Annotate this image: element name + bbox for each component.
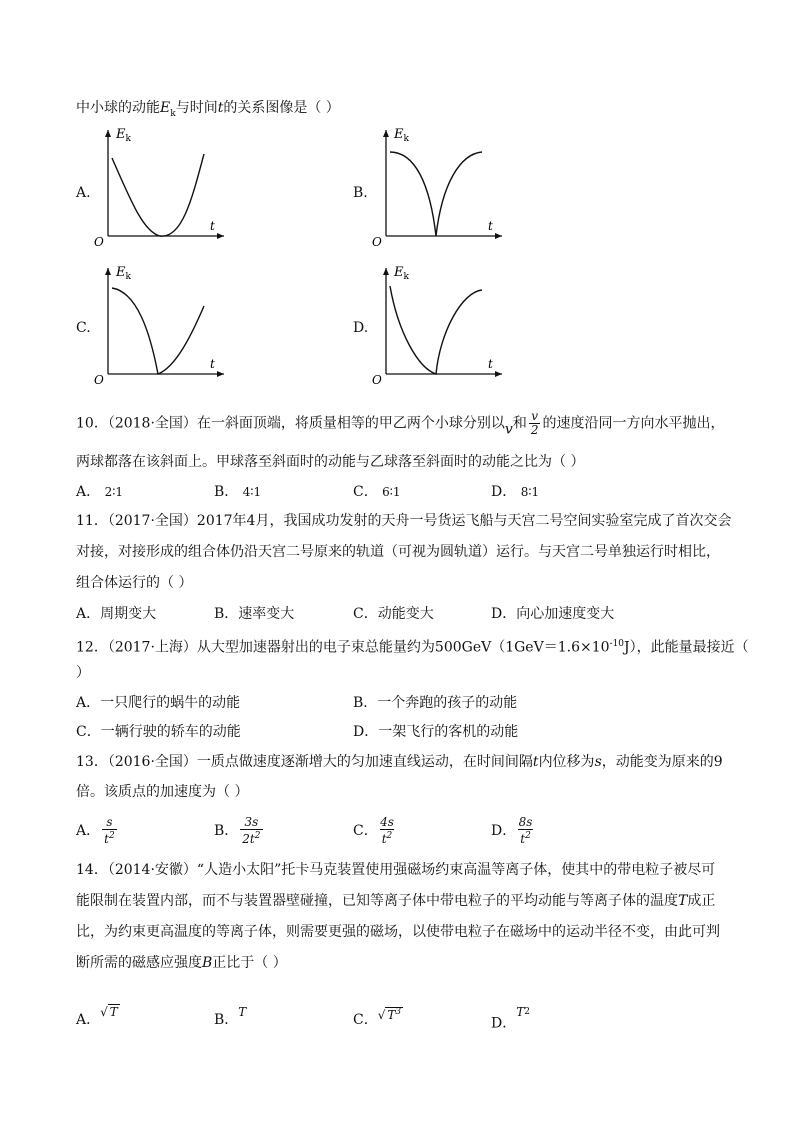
q13-line-1: 13．（2016·全国）一质点做速度逐渐增大的匀加速直线运动，在时间间隔t内位移为s，动能变为原来的9 — [76, 754, 723, 770]
q12-line-1: 12．（2017·上海）从大型加速器射出的电子束总能量约为$500GeV(1GeV=1.6\times 10^{-10}J)$，此能量最接近（ — [76, 639, 749, 656]
graph-b — [370, 124, 510, 249]
q14-option-b[interactable]: B．T — [214, 1005, 247, 1028]
question-number: 10． — [76, 415, 108, 432]
q12-option-b[interactable]: B．一个奔跑的孩子的动能 — [353, 695, 518, 711]
fraction-v-over-2: $\frac{v}{2}$ — [530, 409, 539, 437]
sqrt: √ T — [100, 1005, 118, 1019]
fraction: $\frac{8s}{t^2}$ — [518, 815, 533, 846]
y-axis-arrow — [383, 130, 389, 137]
origin-label: O — [94, 235, 104, 249]
question-number: 13． — [76, 754, 108, 770]
q11-line-2: 对接，对接形成的组合体仍沿天宫二号原来的轨道（可视为圆轨道）运行。与天宫二号单独运行时相比， — [76, 544, 720, 560]
q13-option-a[interactable]: A． $\frac{s}{t^2}$ — [76, 815, 115, 846]
ek-curve — [390, 286, 482, 374]
question-source: （2018·全国） — [107, 415, 197, 432]
q14-line-3: 比，为约束更高温度的等离子体，则需要更强的磁场，以使带电粒子在磁场中的运动半径不变，由此可判 — [76, 924, 720, 940]
q10-option-a[interactable]: A． 2∶1 — [76, 484, 123, 500]
graph-a — [92, 124, 232, 249]
q11-option-a[interactable]: A．周期变大 — [76, 606, 157, 622]
fraction: $\frac{3s}{2t^2}$ — [242, 815, 261, 846]
q14-line-2: 能限制在装置内部，而不与装置器壁碰撞，已知等离子体中带电粒子的平均动能与等离子体的温度T成正 — [76, 893, 716, 909]
x-axis-label: t — [488, 219, 493, 233]
q12-option-a[interactable]: A．一只爬行的蜗牛的动能 — [76, 695, 241, 711]
question-source: （2016·全国） — [107, 754, 197, 770]
q13-option-c[interactable]: C． $\frac{4s}{t^2}$ — [353, 815, 394, 846]
question-source: （2017·全国） — [107, 513, 197, 529]
y-axis-label: $E_k$ — [116, 265, 131, 282]
y-axis-arrow — [105, 268, 111, 275]
q9-stem: 中小球的动能$E_k$与时间t的关系图像是（ ） — [76, 100, 340, 119]
y-axis-label: $E_k$ — [394, 265, 409, 282]
origin-label: O — [372, 235, 382, 249]
q11-option-d[interactable]: D．向心加速度变大 — [491, 606, 615, 622]
q12-option-d[interactable]: D．一架飞行的客机的动能 — [353, 724, 519, 740]
question-source: （2017·上海） — [107, 639, 197, 656]
x-axis-arrow — [217, 233, 224, 239]
q9-option-d-label[interactable]: D. — [353, 320, 369, 336]
question-source: （2014·安徽） — [107, 862, 197, 878]
graph-c — [92, 262, 232, 387]
sqrt: √ $T^3$ — [377, 1007, 402, 1022]
q14-option-c[interactable]: C．√ $T^3$ — [353, 1002, 403, 1030]
x-axis-arrow — [217, 371, 224, 377]
question-number: 12． — [76, 639, 108, 656]
q12-option-c[interactable]: C．一辆行驶的轿车的动能 — [76, 724, 241, 740]
q9-option-c-label[interactable]: C. — [76, 320, 91, 336]
q14-option-a[interactable]: A．√ T — [76, 1002, 120, 1030]
ek-curve — [112, 288, 204, 374]
graph-d — [370, 262, 510, 387]
x-axis-label: t — [210, 357, 215, 371]
x-axis-label: t — [210, 219, 215, 233]
q10-option-b[interactable]: B． 4∶1 — [214, 484, 262, 500]
q14-option-d[interactable]: D．$T^2$ — [491, 1005, 530, 1032]
q11-line-3: 组合体运行的（ ） — [76, 575, 193, 591]
q13-line-2: 倍。该质点的加速度为（ ） — [76, 784, 249, 800]
question-number: 11． — [76, 513, 108, 529]
q12-line-2: ） — [76, 665, 90, 681]
question-number: 14． — [76, 862, 108, 878]
x-axis-arrow — [495, 371, 502, 377]
q13-option-d[interactable]: D． $\frac{8s}{t^2}$ — [491, 815, 533, 846]
q9-option-a-label[interactable]: A. — [76, 185, 91, 201]
y-axis-arrow — [105, 130, 111, 137]
y-axis-label: $E_k$ — [394, 127, 409, 144]
q10-line-1: 10．（2018·全国）在一斜面顶端，将质量相等的甲乙两个小球分别以v和 $\frac{v}{2}$ 的速度沿同一方向水平抛出， — [76, 409, 725, 438]
y-axis-arrow — [383, 268, 389, 275]
q10-line-2: 两球都落在该斜面上。甲球落至斜面时的动能与乙球落至斜面时的动能之比为（ ） — [76, 454, 585, 470]
x-axis-label: t — [488, 357, 493, 371]
q13-option-b[interactable]: B． $\frac{3s}{2t^2}$ — [214, 815, 261, 846]
ek-curve — [112, 154, 204, 236]
ek-curve — [390, 152, 482, 236]
q10-option-c[interactable]: C． 6∶1 — [353, 484, 401, 500]
origin-label: O — [372, 373, 382, 387]
q11-option-b[interactable]: B．速率变大 — [214, 606, 295, 622]
y-axis-label: $E_k$ — [116, 127, 131, 144]
origin-label: O — [94, 373, 104, 387]
q10-option-d[interactable]: D． 8∶1 — [491, 484, 540, 500]
fraction: $\frac{4s}{t^2}$ — [380, 815, 394, 846]
fraction: $\frac{s}{t^2}$ — [104, 815, 115, 846]
q14-line-4: 断所需的磁感应强度B正比于（ ） — [76, 955, 287, 971]
q11-line-1: 11．（2017·全国）2017年4月，我国成功发射的天舟一号货运飞船与天宫二号空间实验室完成了首次交会 — [76, 513, 732, 529]
x-axis-arrow — [495, 233, 502, 239]
q9-option-b-label[interactable]: B. — [353, 185, 368, 201]
q11-option-c[interactable]: C．动能变大 — [353, 606, 434, 622]
q14-line-1: 14．（2014·安徽）“人造小太阳”托卡马克装置使用强磁场约束高温等离子体，使其中的带电粒子被尽可 — [76, 862, 716, 878]
